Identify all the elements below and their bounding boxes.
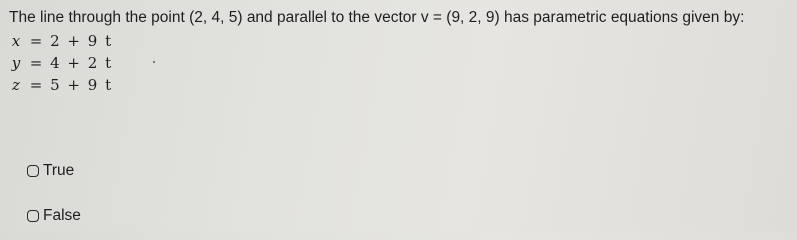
equation-z [7, 74, 113, 96]
equation-expression: = 4 + 2 t [29, 54, 113, 72]
equation-y [7, 52, 113, 74]
option-false[interactable] [27, 207, 81, 225]
equation-expression: = 5 + 9 t [29, 76, 113, 94]
equation-variable: z [12, 76, 20, 94]
radio-button-true[interactable] [27, 165, 39, 177]
option-false-label: False [43, 207, 81, 224]
parametric-equations [7, 30, 113, 96]
equation-x [7, 30, 113, 52]
radio-button-false[interactable] [27, 210, 39, 222]
stray-dot [153, 61, 155, 63]
question-text: The line through the point (2, 4, 5) and parallel to the vector v = (9, 2, 9) has parametric equations given by: [9, 9, 745, 26]
option-true[interactable] [27, 162, 74, 180]
equation-expression: = 2 + 9 t [29, 32, 113, 50]
option-true-label: True [43, 162, 75, 179]
equation-variable: x [11, 32, 21, 50]
equation-variable: y [11, 54, 21, 72]
